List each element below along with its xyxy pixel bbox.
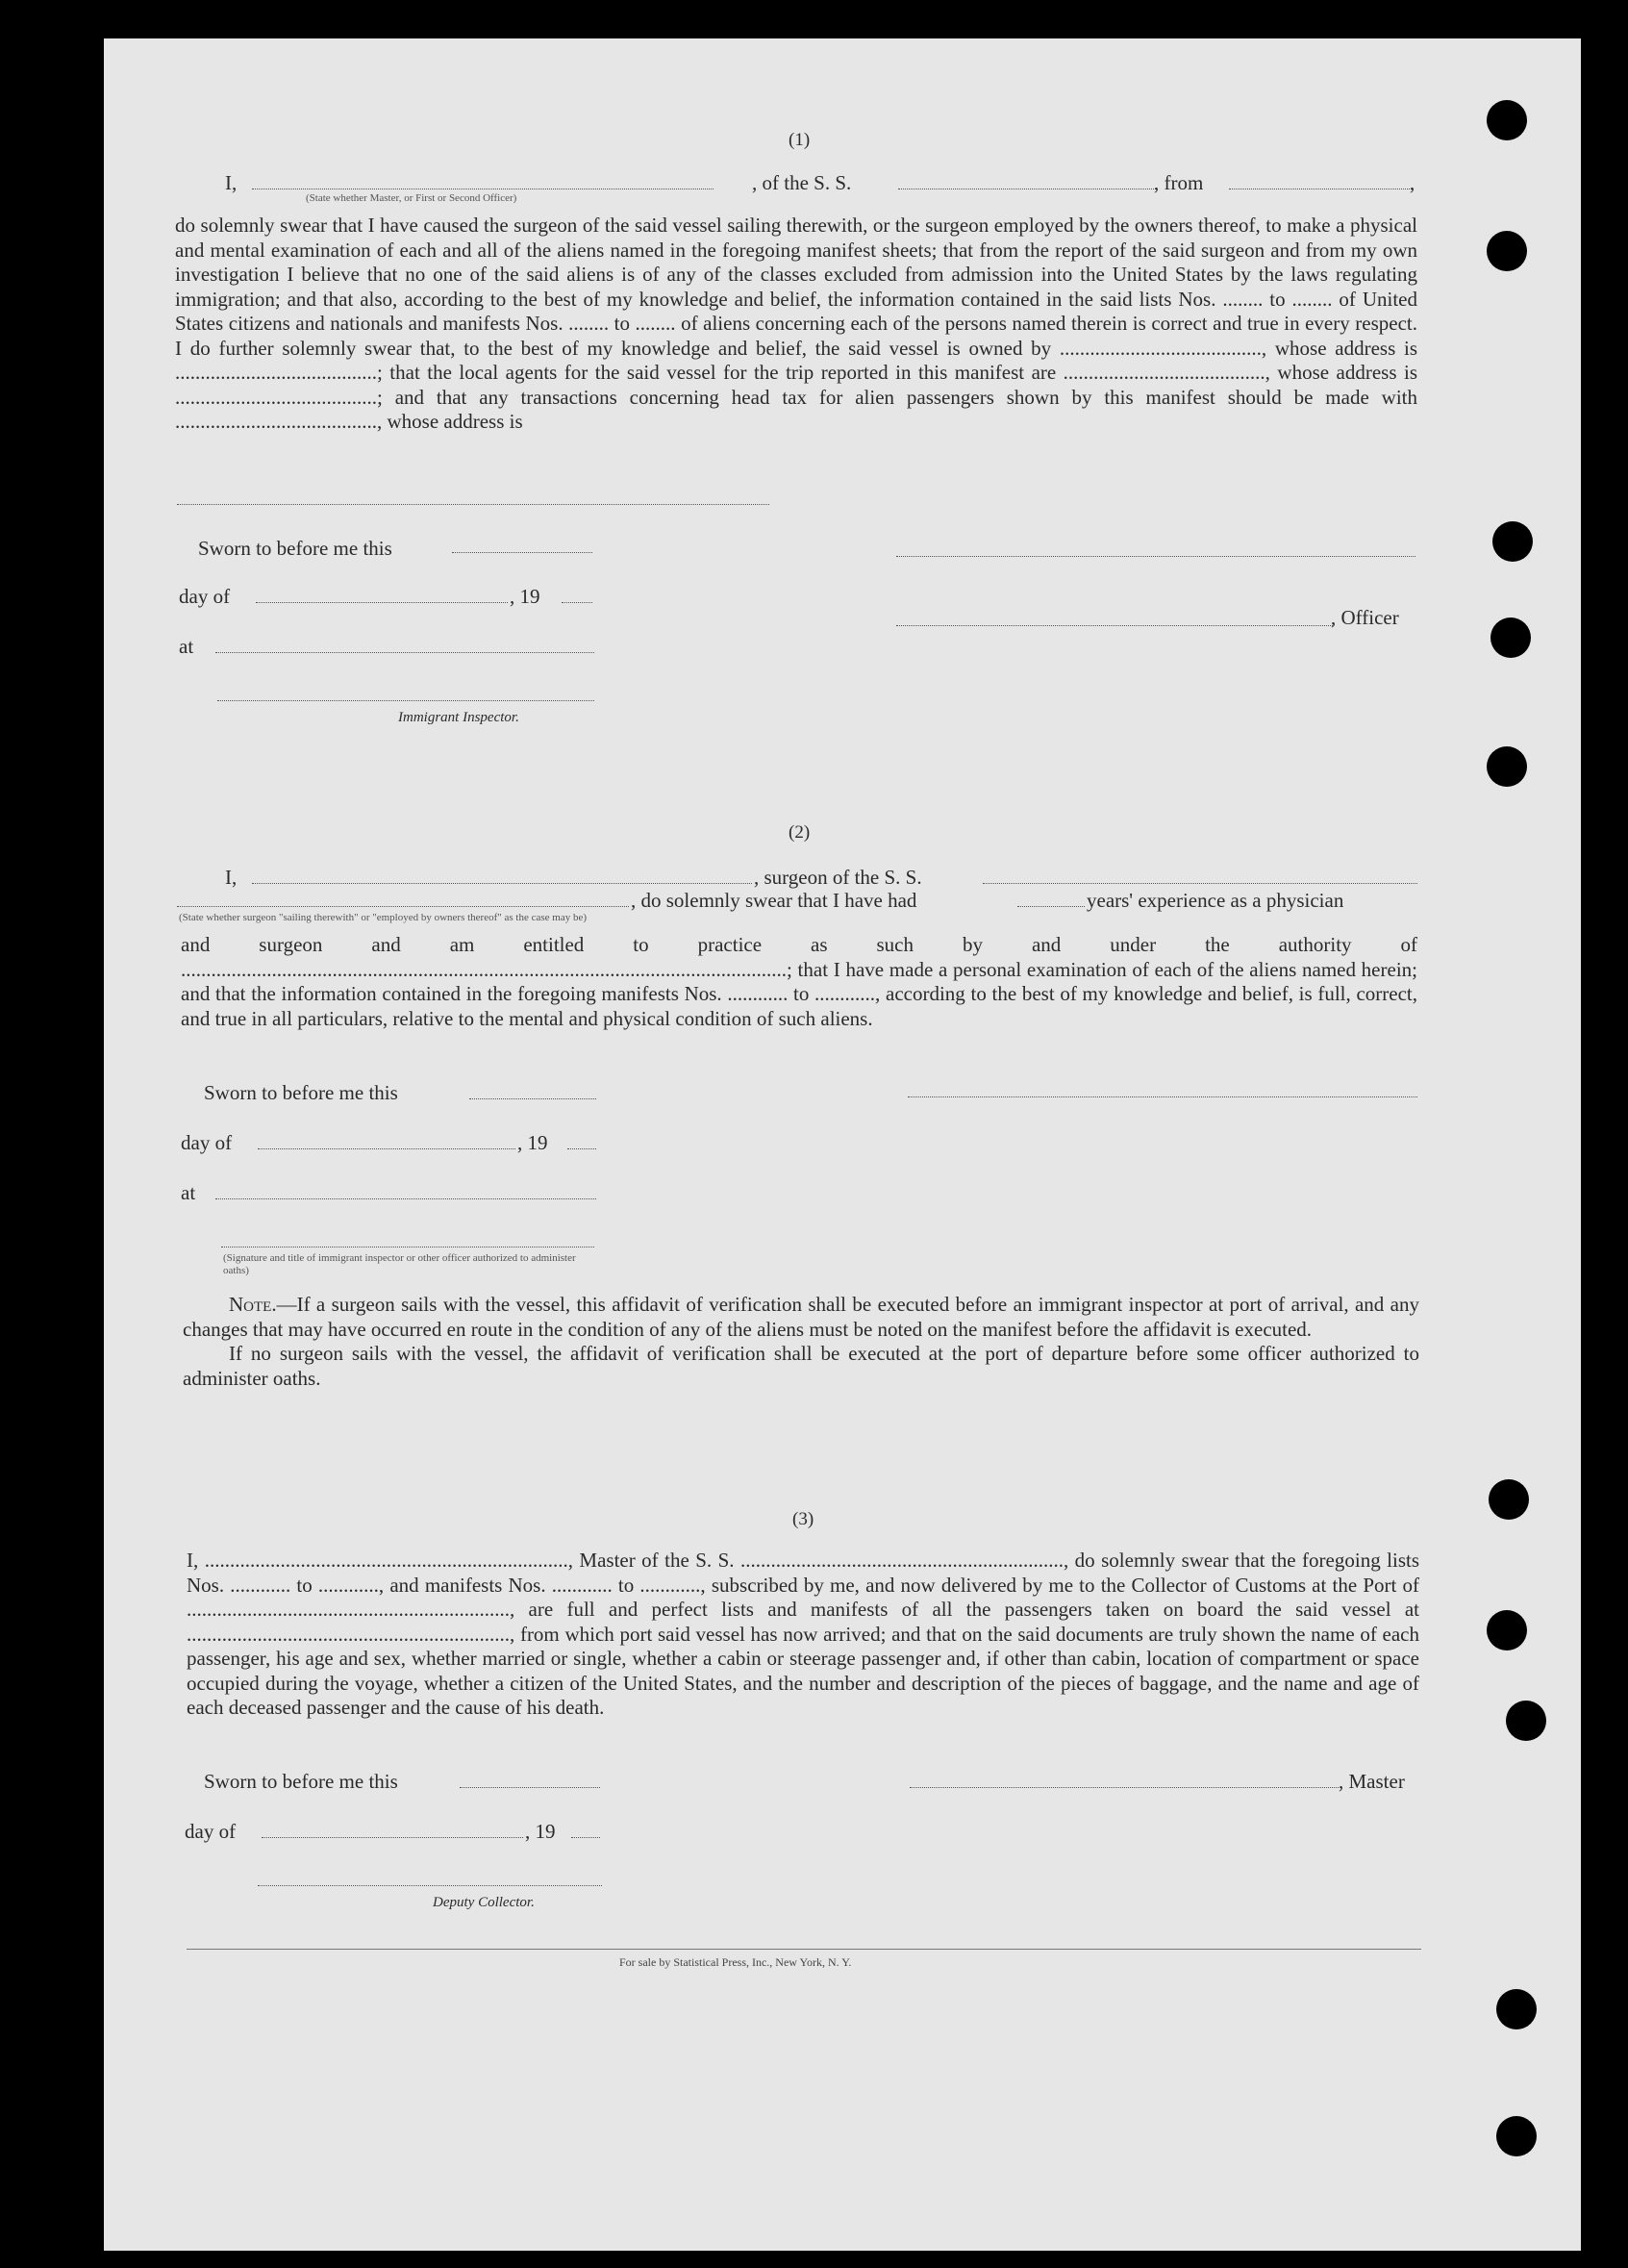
at-label: at [179, 635, 194, 658]
year-field[interactable] [567, 1148, 596, 1149]
sworn-day-field[interactable] [469, 1098, 596, 1099]
deputy-caption: Deputy Collector. [433, 1895, 535, 1910]
master-label: , Master [1339, 1770, 1405, 1793]
punch-hole [1487, 231, 1527, 271]
section3-body [187, 1549, 1419, 1721]
section1-from: , from [1154, 171, 1204, 194]
officer-caption: (State whether Master, or First or Second Officer) [306, 192, 517, 204]
surgeon-vessel-field[interactable] [983, 883, 1417, 884]
punch-hole [1487, 746, 1527, 787]
swear-had-label: , do solemnly swear that I have had [631, 889, 917, 912]
day-of-field[interactable] [262, 1837, 523, 1838]
section2-i: I, [225, 866, 238, 889]
at-label: at [181, 1181, 196, 1204]
section-number: (3) [792, 1509, 814, 1529]
punch-hole [1487, 100, 1527, 140]
note-block [183, 1293, 1419, 1391]
section-number: (2) [789, 822, 811, 843]
surgeon-of-label: , surgeon of the S. S. [754, 866, 922, 889]
punch-hole [1490, 617, 1531, 658]
section1-of-ss: , of the S. S. [752, 171, 852, 194]
surgeon-caption: (State whether surgeon "sailing therewith" or "employed by owners thereof" as the case may be) [179, 912, 588, 923]
year-field[interactable] [571, 1837, 600, 1838]
inspector-signature-line[interactable] [217, 700, 594, 701]
sworn-day-field[interactable] [452, 552, 592, 553]
section1-comma: , [1410, 171, 1415, 194]
day-of-label: day of [185, 1820, 237, 1843]
inspector-caption: Immigrant Inspector. [398, 710, 519, 725]
sworn-label: Sworn to before me this [204, 1081, 398, 1104]
sworn-label: Sworn to before me this [204, 1770, 398, 1793]
year-label: , 19 [510, 585, 540, 608]
deputy-signature-field[interactable] [258, 1885, 602, 1886]
note-paragraph-2: If no surgeon sails with the vessel, the affidavit of verification shall be executed at the port of departure before some officer authorized to administer oaths. [183, 1342, 1419, 1390]
section-number: (1) [789, 130, 811, 150]
punch-hole [1492, 521, 1533, 562]
at-field[interactable] [215, 1198, 596, 1199]
day-of-field[interactable] [256, 602, 508, 603]
years-experience-label: years' experience as a physician [1087, 889, 1344, 912]
punch-hole [1496, 1989, 1537, 2029]
day-of-label: day of [179, 585, 231, 608]
printer-credit: For sale by Statistical Press, Inc., New York, N. Y. [619, 1955, 852, 1969]
note-text: —If a surgeon sails with the vessel, this affidavit of verification shall be executed before an immigrant inspector at port of arrival, and any changes that may have occurred en route in the condition of any of the aliens must be noted on the manifest before the affidavit is executed. [183, 1293, 1419, 1341]
section2-body [181, 933, 1417, 1031]
day-of-label: day of [181, 1131, 233, 1154]
years-field[interactable] [1017, 906, 1085, 907]
section1-paragraph: do solemnly swear that I have caused the surgeon of the said vessel sailing therewith, or the surgeon employed by the owners thereof, to make a physical and mental examination of each and all of the aliens named in the foregoing manifest sheets; that from the report of the said surgeon and from my own investigation I believe that no one of the said aliens is of any of the classes excluded from admission into the United States by the laws regulating immigration; and that also, according to the best of my knowledge and belief, the information contained in the said lists Nos. ........ to ........ of United States citizens and nationals and manifests Nos. ........ to ........ of aliens concerning each of the persons named therein is correct and true in every respect. I do further solemnly swear that, to the best of my knowledge and belief, the said vessel is owned by ........................................, whose address is ........................................; that the local agents for the said vessel for the trip reported in this manifest are ........................................, whose address is ........................................; and that any transactions concerning head tax for alien passengers shown by this manifest should be made with ........................................, whose address is [175, 214, 1417, 433]
year-label: , 19 [517, 1131, 548, 1154]
day-of-field[interactable] [258, 1148, 515, 1149]
master-signature-field[interactable] [910, 1787, 1339, 1788]
punch-hole [1506, 1701, 1546, 1741]
officer-label: , Officer [1331, 606, 1399, 629]
year-label: , 19 [525, 1820, 556, 1843]
note-label: Note. [229, 1293, 277, 1316]
footer-rule [187, 1949, 1421, 1950]
surgeon-type-field[interactable] [177, 906, 629, 907]
section1-body [175, 214, 1417, 435]
sworn-label: Sworn to before me this [198, 537, 392, 560]
signature-caption-text: (Signature and title of immigrant inspector or other officer authorized to administer oaths) [223, 1252, 576, 1276]
punch-hole [1487, 1610, 1527, 1651]
signature-caption [223, 1252, 589, 1277]
address-continuation-field[interactable] [177, 504, 769, 505]
section3-paragraph: I, ........................................................................, Master of the S. S. ................................................................, do solemnly swear that the foregoing lists Nos. ............ to ............, and manifests Nos. ............ to ............, subscribed by me, and now delivered by me to the Collector of Customs at the Port of ................................................................, are full and perfect lists and manifests of all the passengers taken on board the said vessel at ................................................................, from which port said vessel has now arrived; and that on the said documents are truly shown the name of each passenger, his age and sex, whether married or single, whether a cabin or steerage passenger and, if other than cabin, location of compartment or space occupied during the voyage, whether a citizen of the United States, and the number and description of the pieces of baggage, and the name and age of each deceased passenger and the cause of his death. [187, 1549, 1419, 1719]
punch-hole [1489, 1479, 1529, 1520]
year-field[interactable] [562, 602, 592, 603]
signature-field[interactable] [896, 556, 1415, 557]
at-field[interactable] [215, 652, 594, 653]
note-paragraph-1 [183, 1293, 1419, 1342]
section2-paragraph: and surgeon and am entitled to practice as such by and under the authority of ........................................................................................................................; that I have made a personal examination of each of the aliens named herein; and that the information contained in the foregoing manifests Nos. ............ to ............, according to the best of my knowledge and belief, is full, correct, and true in all particulars, relative to the mental and physical condition of such aliens. [181, 933, 1417, 1030]
officer-signature-field[interactable] [896, 625, 1333, 626]
punch-hole [1496, 2116, 1537, 2156]
section1-i: I, [225, 171, 238, 194]
surgeon-name-field[interactable] [252, 883, 752, 884]
surgeon-signature-field[interactable] [908, 1096, 1417, 1097]
sworn-day-field[interactable] [460, 1787, 600, 1788]
